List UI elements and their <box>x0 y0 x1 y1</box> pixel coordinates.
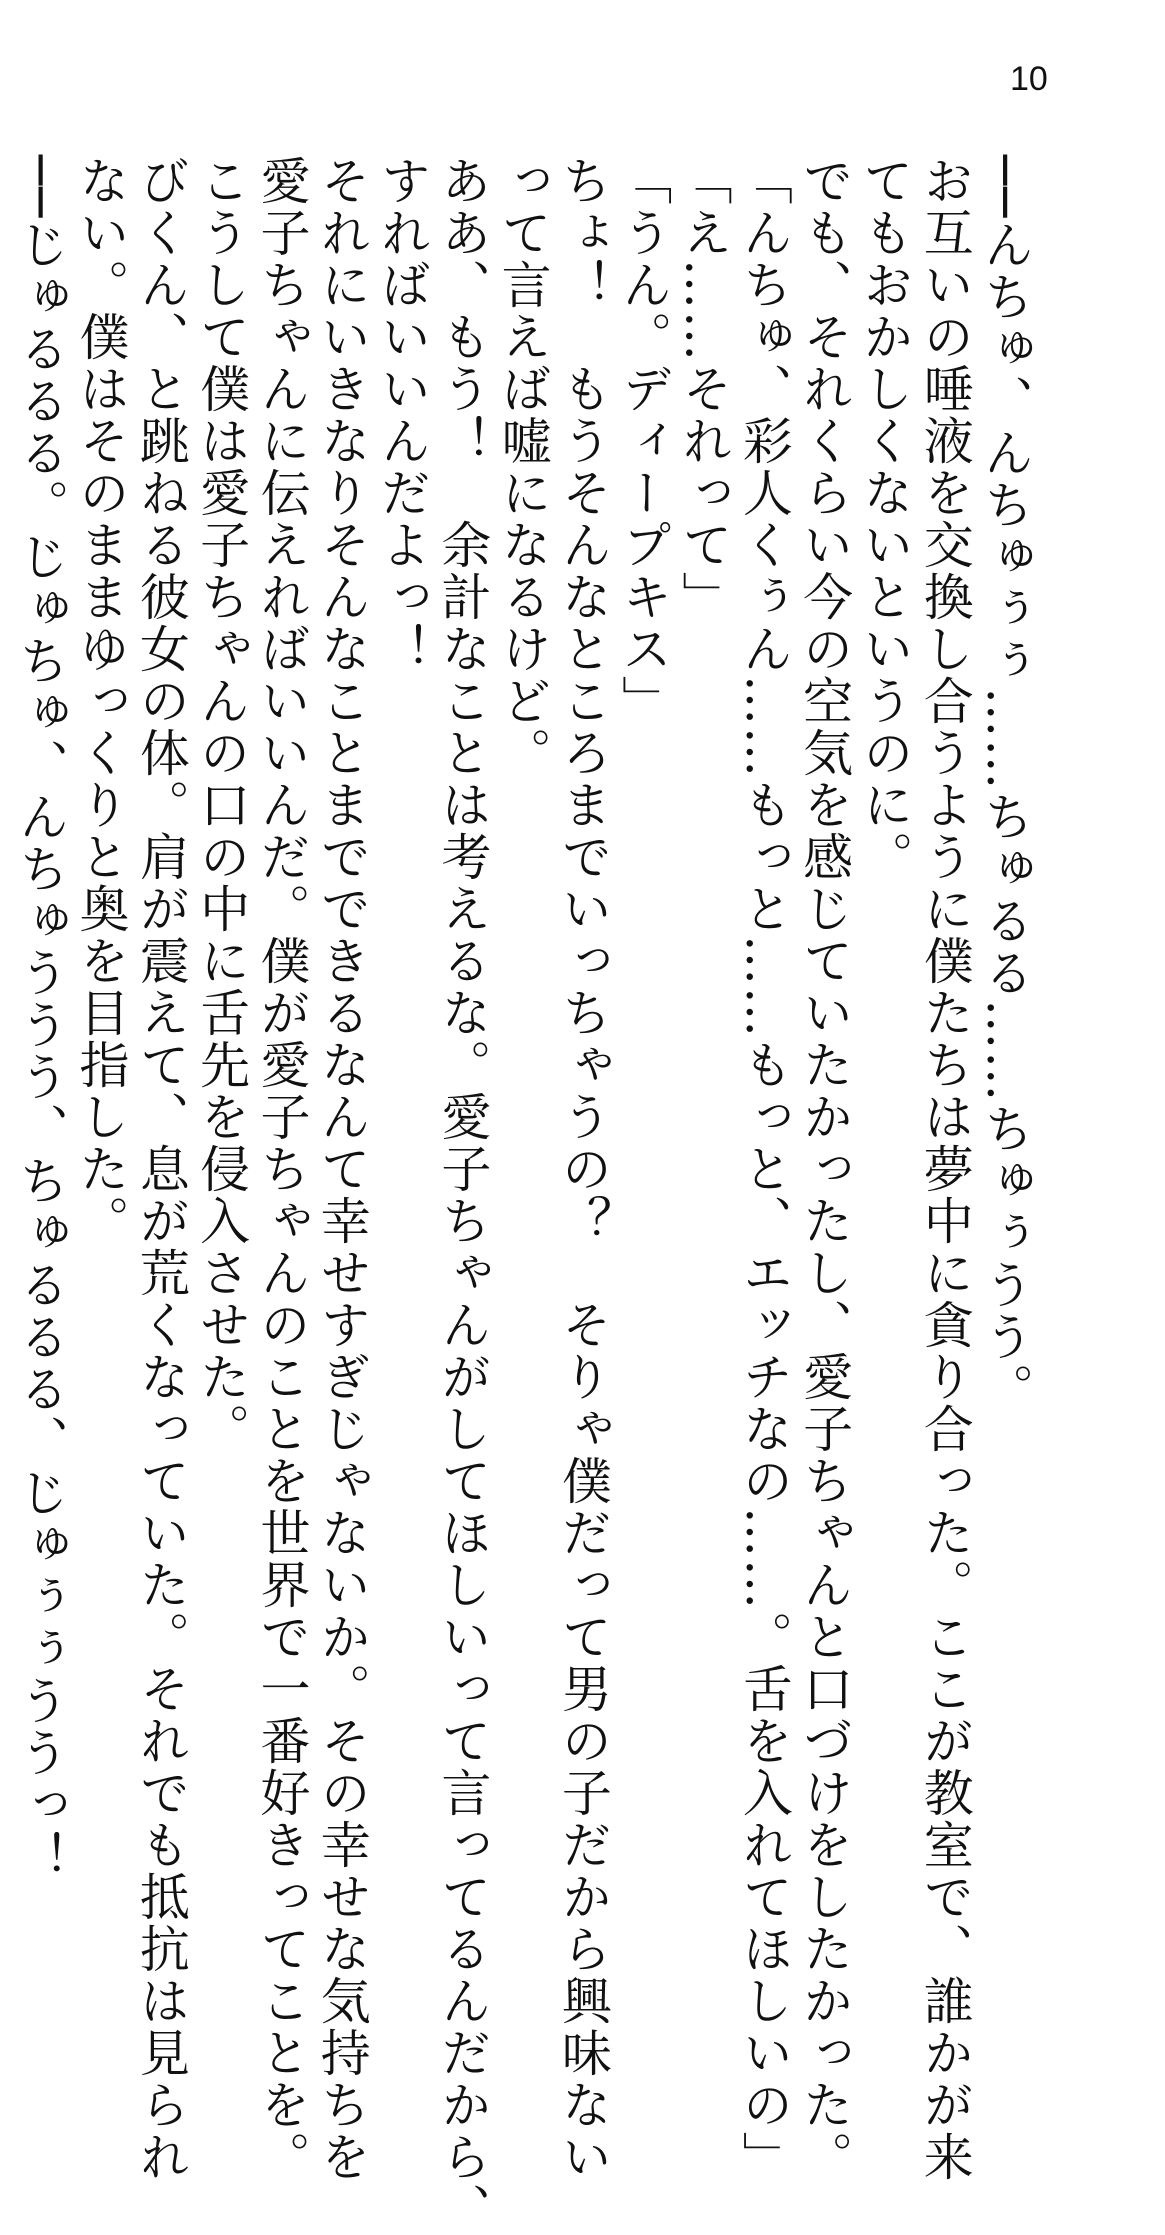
text-line: ない。僕はそのままゆっくりと奥を目指した。 <box>71 155 130 1247</box>
page-number: 10 <box>1010 60 1048 98</box>
text-line: びくん、と跳ねる彼女の体。肩が震えて、息が荒くなっていた。それでも抵抗は見られ <box>131 155 190 2183</box>
text-line: ──んちゅ、んちゅぅぅ……ちゅるる……ちゅぅうう。 <box>976 155 1034 1416</box>
text-line: ちょ！ もうそんなところまでいっちゃうの？ そりゃ僕だって男の子だから興味ない <box>553 155 612 2183</box>
text-line: って言えば嘘になるけど。 <box>493 155 552 779</box>
text-line: 「うん。ディープキス」 <box>614 155 673 727</box>
text-line: 「んちゅ、彩人くぅん……もっと……もっと、エッチなの……。舌を入れてほしいの」 <box>734 155 793 2183</box>
text-line: 愛子ちゃんに伝えればいいんだ。僕が愛子ちゃんのことを世界で一番好きってことを。 <box>252 155 311 2183</box>
text-line: すればいいんだよっ！ <box>373 155 432 675</box>
text-line: それにいきなりそんなことまでできるなんて幸せすぎじゃないか。その幸せな気持ちを <box>312 155 371 2183</box>
text-line: てもおかしくないというのに。 <box>855 155 914 883</box>
text-line: 「え……それって」 <box>674 155 733 623</box>
text-line: こうして僕は愛子ちゃんの口の中に舌先を侵入させた。 <box>192 155 251 1455</box>
text-line: ──じゅるるる。じゅちゅ、んちゅううう、ちゅるるる、じゅぅぅううっ！ <box>11 155 70 1884</box>
text-line: でも、それくらい今の空気を感じていたかったし、愛子ちゃんと口づけをしたかった。 <box>795 155 854 2183</box>
novel-text-body <box>10 155 1035 2235</box>
text-line: お互いの唾液を交換し合うように僕たちは夢中に貪り合った。ここが教室で、誰かが来 <box>915 155 974 2183</box>
text-line: ああ、もう！ 余計なことは考えるな。愛子ちゃんがしてほしいって言ってるんだから、 <box>433 155 492 2235</box>
